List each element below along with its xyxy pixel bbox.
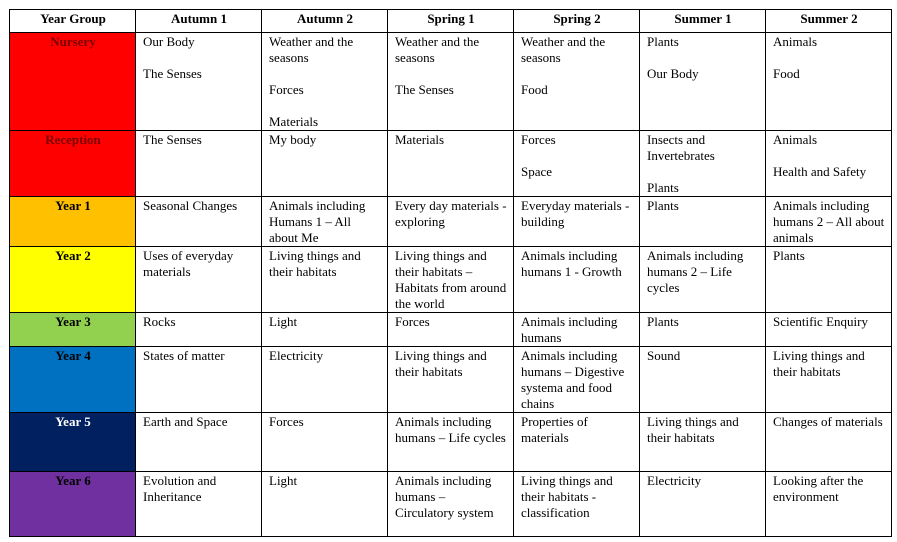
table-row bbox=[10, 131, 892, 197]
topic-cell: Plants bbox=[766, 247, 892, 313]
topic-cell: Weather and the seasons Forces Materials bbox=[262, 33, 388, 131]
topic-cell: Uses of everyday materials bbox=[136, 247, 262, 313]
year-group-cell: Year 6 bbox=[10, 472, 136, 537]
year-group-cell: Year 5 bbox=[10, 413, 136, 472]
year-group-cell: Year 4 bbox=[10, 347, 136, 413]
table-row bbox=[10, 197, 892, 247]
table-row bbox=[10, 247, 892, 313]
topic-cell: Animals including humans – Circulatory system bbox=[388, 472, 514, 537]
topic-cell: Living things and their habitats bbox=[766, 347, 892, 413]
topic-cell: Insects and Invertebrates Plants bbox=[640, 131, 766, 197]
topic-cell: Plants bbox=[640, 197, 766, 247]
topic-cell: Animals including humans – Digestive systema and food chains bbox=[514, 347, 640, 413]
topic-cell: Living things and their habitats bbox=[388, 347, 514, 413]
topic-cell: States of matter bbox=[136, 347, 262, 413]
year-group-cell: Year 1 bbox=[10, 197, 136, 247]
topic-cell: Evolution and Inheritance bbox=[136, 472, 262, 537]
topic-cell: Plants bbox=[640, 313, 766, 347]
table-row bbox=[10, 347, 892, 413]
topic-cell: Animals including humans 1 - Growth bbox=[514, 247, 640, 313]
table-row bbox=[10, 313, 892, 347]
header-autumn-1: Autumn 1 bbox=[136, 10, 262, 33]
topic-cell: Animals including humans 2 – All about animals bbox=[766, 197, 892, 247]
topic-cell: Rocks bbox=[136, 313, 262, 347]
topic-cell: Forces bbox=[262, 413, 388, 472]
header-year-group: Year Group bbox=[10, 10, 136, 33]
topic-cell: Animals including humans 2 – Life cycles bbox=[640, 247, 766, 313]
topic-cell: Our Body The Senses bbox=[136, 33, 262, 131]
year-group-cell: Nursery bbox=[10, 33, 136, 131]
topic-cell: Living things and their habitats bbox=[640, 413, 766, 472]
topic-cell: Light bbox=[262, 472, 388, 537]
topic-cell: Living things and their habitats bbox=[262, 247, 388, 313]
topic-cell: Earth and Space bbox=[136, 413, 262, 472]
topic-cell: Weather and the seasons The Senses bbox=[388, 33, 514, 131]
topic-cell: Plants Our Body bbox=[640, 33, 766, 131]
topic-cell: Every day materials - exploring bbox=[388, 197, 514, 247]
topic-cell: Electricity bbox=[262, 347, 388, 413]
topic-cell: Animals including humans – Life cycles bbox=[388, 413, 514, 472]
table-row bbox=[10, 33, 892, 131]
topic-cell: Forces bbox=[388, 313, 514, 347]
table-row bbox=[10, 413, 892, 472]
year-group-cell: Year 3 bbox=[10, 313, 136, 347]
topic-cell: Scientific Enquiry bbox=[766, 313, 892, 347]
topic-cell: Animals Health and Safety bbox=[766, 131, 892, 197]
topic-cell: Looking after the environment bbox=[766, 472, 892, 537]
topic-cell: The Senses bbox=[136, 131, 262, 197]
header-row bbox=[10, 10, 892, 33]
topic-cell: Electricity bbox=[640, 472, 766, 537]
topic-cell: Sound bbox=[640, 347, 766, 413]
header-spring-2: Spring 2 bbox=[514, 10, 640, 33]
topic-cell: My body bbox=[262, 131, 388, 197]
table-row bbox=[10, 472, 892, 537]
header-spring-1: Spring 1 bbox=[388, 10, 514, 33]
topic-cell: Light bbox=[262, 313, 388, 347]
topic-cell: Animals Food bbox=[766, 33, 892, 131]
topic-cell: Living things and their habitats – Habitats from around the world bbox=[388, 247, 514, 313]
topic-cell: Living things and their habitats - classification bbox=[514, 472, 640, 537]
topic-cell: Properties of materials bbox=[514, 413, 640, 472]
topic-cell: Everyday materials - building bbox=[514, 197, 640, 247]
header-summer-1: Summer 1 bbox=[640, 10, 766, 33]
topic-cell: Animals including Humans 1 – All about Me bbox=[262, 197, 388, 247]
year-group-cell: Year 2 bbox=[10, 247, 136, 313]
topic-cell: Weather and the seasons Food bbox=[514, 33, 640, 131]
topic-cell: Animals including humans bbox=[514, 313, 640, 347]
topic-cell: Forces Space bbox=[514, 131, 640, 197]
topic-cell: Changes of materials bbox=[766, 413, 892, 472]
header-summer-2: Summer 2 bbox=[766, 10, 892, 33]
year-group-cell: Reception bbox=[10, 131, 136, 197]
topic-cell: Seasonal Changes bbox=[136, 197, 262, 247]
header-autumn-2: Autumn 2 bbox=[262, 10, 388, 33]
topic-cell: Materials bbox=[388, 131, 514, 197]
curriculum-table bbox=[9, 9, 892, 537]
